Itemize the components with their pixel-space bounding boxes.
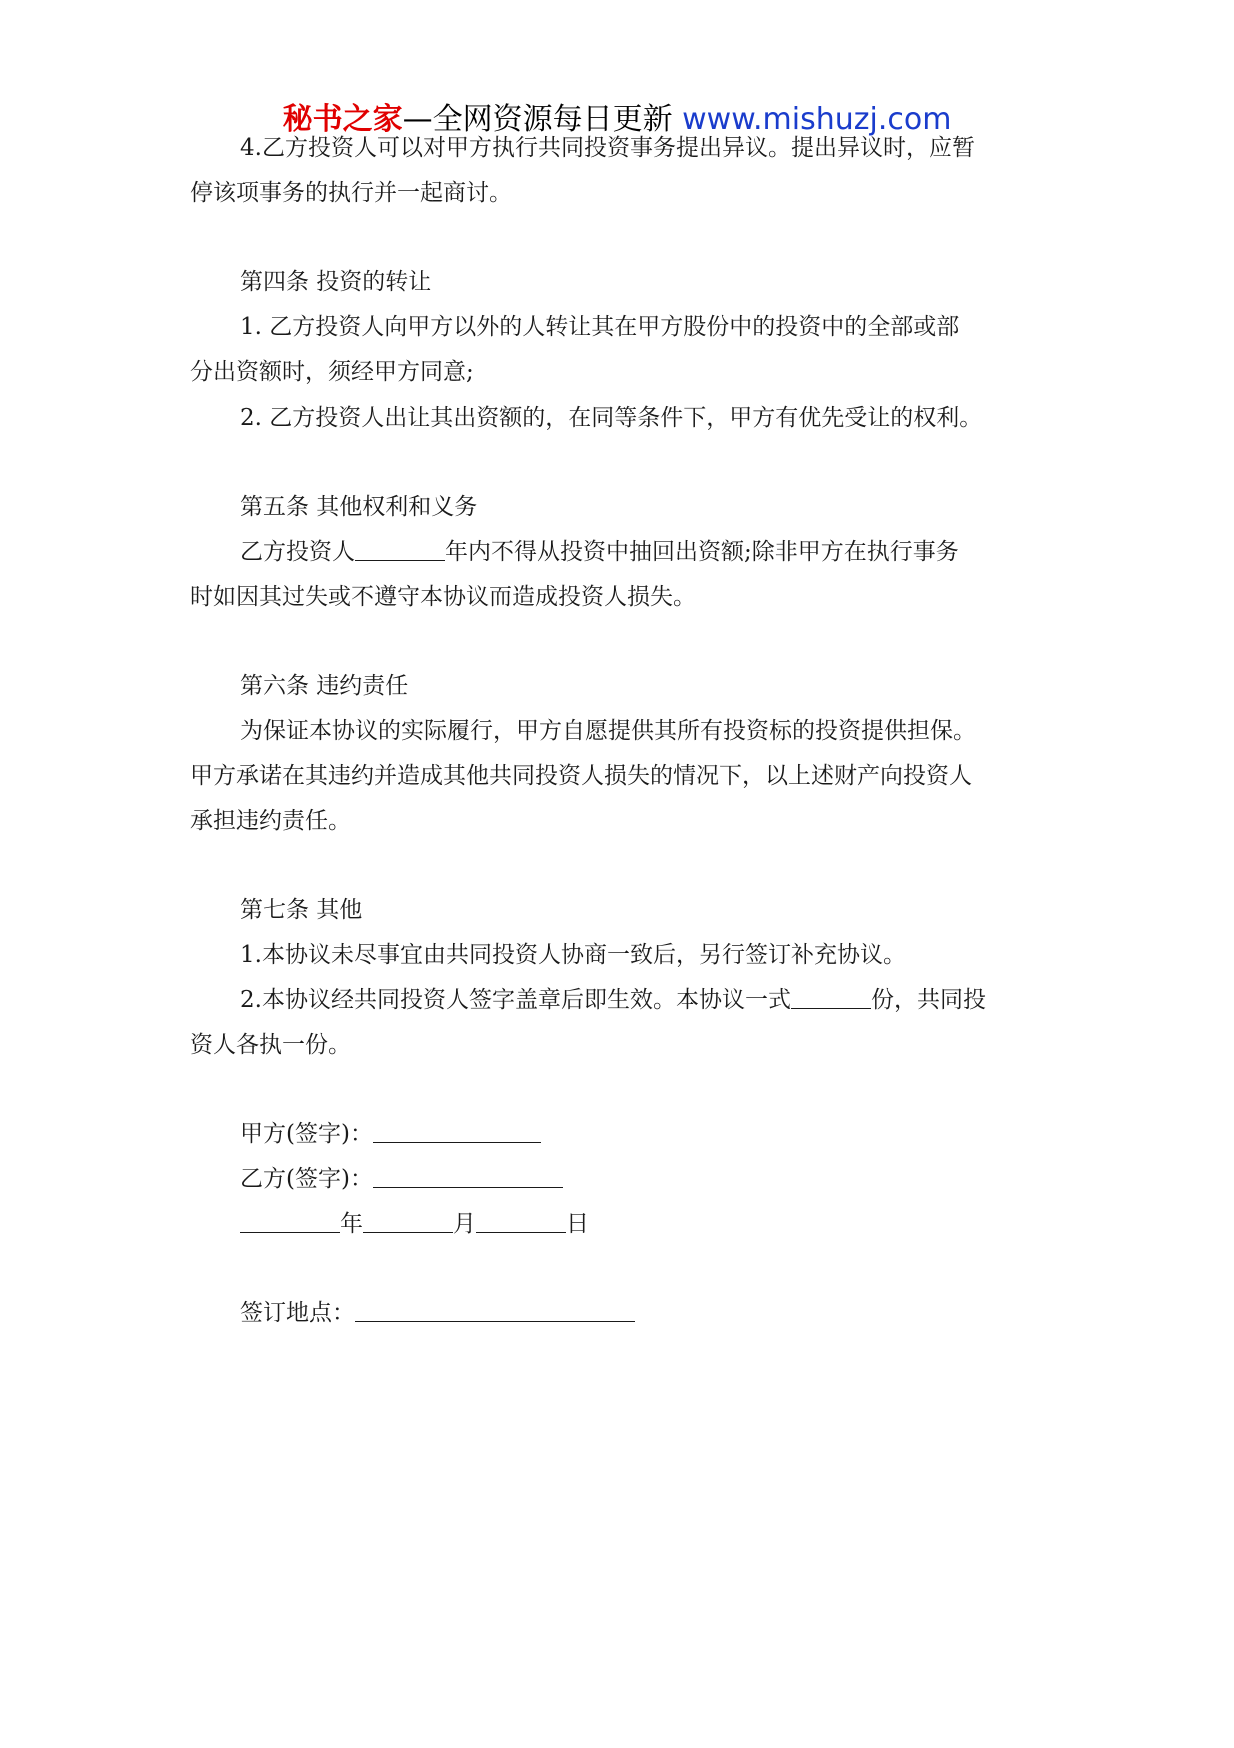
party-b-signature — [240, 1163, 1120, 1195]
article-5-paragraph — [240, 536, 1120, 568]
copies-blank — [791, 986, 871, 1009]
brand-slogan: —全网资源每日更新 — [402, 102, 673, 137]
article-6-paragraph: 为保证本协议的实际履行，甲方自愿提供其所有投资标的投资提供担保。 — [240, 718, 976, 744]
party-a-signature — [240, 1118, 1120, 1150]
year-label: 年 — [340, 1211, 363, 1237]
article-7-item-1: 1.本协议未尽事宜由共同投资人协商一致后，另行签订补充协议。 — [240, 942, 906, 968]
article-6-paragraph-cont: 甲方承诺在其违约并造成其他共同投资人损失的情况下，以上述财产向投资人 — [190, 763, 972, 789]
month-field[interactable] — [363, 1210, 453, 1233]
article-6-paragraph-end: 承担违约责任。 — [190, 808, 351, 834]
clause-3-item-4-cont: 停该项事务的执行并一起商讨。 — [190, 180, 512, 206]
party-a-signature-field[interactable] — [373, 1120, 541, 1143]
article-4-item-1: 1. 乙方投资人向甲方以外的人转让其在甲方股份中的投资中的全部或部 — [240, 314, 960, 340]
years-blank — [355, 538, 445, 561]
party-a-label: 甲方(签字)： — [240, 1121, 373, 1147]
day-field[interactable] — [476, 1210, 566, 1233]
article-5-text-post: 年内不得从投资中抽回出资额;除非甲方在执行事务 — [445, 539, 959, 565]
party-b-label: 乙方(签字)： — [240, 1166, 373, 1192]
article-5-paragraph-cont: 时如因其过失或不遵守本协议而造成投资人损失。 — [190, 584, 696, 610]
article-7-item-2-pre: 2.本协议经共同投资人签字盖章后即生效。本协议一式 — [240, 987, 791, 1013]
article-7-item-2-post: 份，共同投 — [870, 987, 986, 1013]
clause-3-item-4: 4.乙方投资人可以对甲方执行共同投资事务提出异议。提出异议时，应暂 — [240, 135, 975, 161]
site-url[interactable]: www.mishuzj.com — [682, 102, 952, 137]
article-5-text-pre: 乙方投资人 — [240, 539, 355, 565]
place-label: 签订地点： — [240, 1300, 355, 1326]
article-6-title: 第六条 违约责任 — [240, 673, 409, 699]
party-b-signature-field[interactable] — [373, 1165, 563, 1188]
year-field[interactable] — [240, 1210, 340, 1233]
article-4-item-2: 2. 乙方投资人出让其出资额的，在同等条件下，甲方有优先受让的权利。 — [240, 405, 983, 431]
signing-date — [240, 1208, 1120, 1240]
article-7-title: 第七条 其他 — [240, 897, 363, 923]
article-7-item-2-cont: 资人各执一份。 — [190, 1032, 351, 1058]
article-5-title: 第五条 其他权利和义务 — [240, 494, 478, 520]
month-label: 月 — [453, 1211, 476, 1237]
article-7-item-2 — [240, 984, 1120, 1016]
article-4-item-1-cont: 分出资额时，须经甲方同意; — [190, 359, 474, 385]
day-label: 日 — [566, 1211, 589, 1237]
article-4-title: 第四条 投资的转让 — [240, 269, 432, 295]
place-field[interactable] — [355, 1299, 635, 1322]
signing-place — [240, 1297, 1120, 1329]
brand-name: 秘书之家 — [282, 102, 403, 137]
